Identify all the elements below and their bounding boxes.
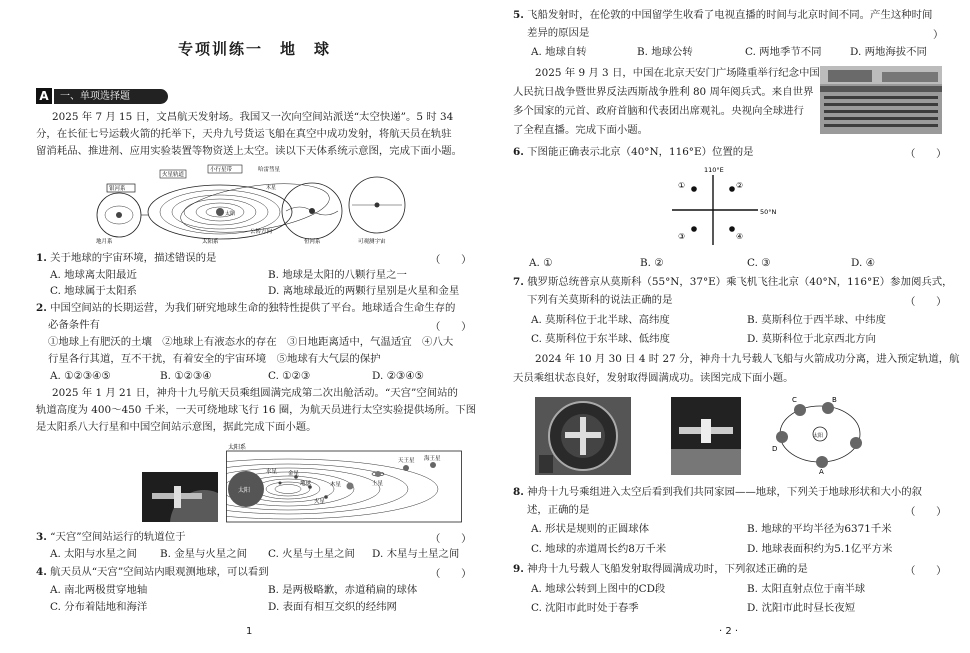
intro3-line3: 多个国家的元首、政府首脑和代表团出席观礼。央视向全球进行 — [513, 105, 804, 117]
q9-stem-text: 神舟十九号载人飞船发射取得圆满成功时，下列叙述正确的是 — [527, 563, 808, 575]
q3-option-b: B. 金星与火星之间 — [160, 548, 247, 560]
q1-option-b: B. 地球是太阳的八颗行星之一 — [268, 269, 407, 281]
q2-option-a: A. ①②③④⑤ — [50, 370, 111, 382]
q3-answer-paren: （ ） — [430, 533, 472, 545]
q4-stem — [36, 565, 269, 579]
q3-number: 3. — [36, 531, 47, 543]
section-title: 一、单项选择题 — [54, 89, 168, 104]
fig1-label: 恒河系 — [304, 239, 321, 245]
q4-number: 4. — [36, 566, 47, 578]
q8-answer-paren: （ ） — [905, 506, 947, 518]
fig2-label: 天王星 — [398, 458, 415, 464]
parade-photo — [820, 66, 942, 134]
q3-stem — [36, 530, 185, 544]
fig4-label: 太阳 — [813, 433, 824, 439]
q6-option-a: A. ① — [529, 257, 553, 269]
q9-answer-paren: （ ） — [905, 565, 947, 577]
q9-number: 9. — [513, 563, 524, 575]
q7-answer-paren: （ ） — [905, 296, 947, 308]
q3-option-c: C. 火星与土星之间 — [268, 548, 355, 560]
q1-stem — [36, 251, 216, 265]
fig1-label: 火星轨道 — [162, 172, 185, 178]
solar-system-figure — [226, 441, 462, 523]
q3-option-d: D. 木星与土星之间 — [372, 548, 460, 560]
q8-number: 8. — [513, 486, 524, 498]
fig1-label: 木星 — [266, 185, 277, 191]
q6-stem-text: 下图能正确表示北京（40°N，116°E）位置的是 — [527, 146, 754, 158]
q2-option-c: C. ①②③ — [268, 370, 311, 382]
intro3-line4: 了全程直播。完成下面小题。 — [513, 124, 649, 136]
mission-badge-photo — [535, 397, 631, 475]
q1-answer-paren: （ ） — [430, 254, 472, 266]
q7-number: 7. — [513, 276, 524, 288]
q1-option-d: D. 离地球最近的两颗行星别是火星和金星 — [268, 285, 460, 297]
intro2-line3: 是太阳系八大行星和中国空间站示意图，据此完成下面小题。 — [36, 421, 317, 433]
q4-stem-text: 航天员从“天宫”空间站内眼观测地球，可以看到 — [50, 566, 269, 578]
q2-stem-line2: 必备条件有 — [48, 319, 100, 331]
station-photo — [671, 397, 741, 475]
q6-fig-label: ② — [736, 181, 744, 190]
q9-option-d: D. 沈阳市此时昼长夜短 — [747, 602, 856, 614]
q2-answer-paren: （ ） — [430, 321, 472, 333]
fig4-label: A — [819, 468, 824, 475]
q1-option-c: C. 地球属于太阳系 — [50, 285, 137, 297]
fig1-label: 太阳 — [225, 211, 236, 217]
q6-fig-label: 50°N — [760, 208, 777, 216]
q2-stem-text: 中国空间站的长期运营，为我们研究地球生命的独特性提供了平台。地球适合生命生存的 — [50, 302, 456, 314]
fig4-label: B — [832, 396, 837, 404]
fig2-label: 水星 — [266, 469, 278, 475]
q5-number: 5. — [513, 9, 524, 21]
page-number-right: · 2 · — [719, 626, 739, 637]
section-letter: A — [36, 88, 52, 104]
intro1-line1: 2025 年 7 月 15 日，文昌航天发射场。我国又一次向空间站派送“太空快递”。5 时 34 — [52, 111, 454, 123]
q3-stem-text: “天宫”空间站运行的轨道位于 — [50, 531, 186, 543]
page-title: 专项训练一 地 球 — [178, 40, 332, 58]
q6-option-b: B. ② — [640, 257, 664, 269]
q6-fig-label: ① — [678, 181, 686, 190]
q6-number: 6. — [513, 146, 524, 158]
q7-option-d: D. 莫斯科位于北京西北方向 — [747, 333, 876, 345]
q4-answer-paren: （ ） — [430, 568, 472, 580]
q2-number: 2. — [36, 302, 47, 314]
q8-option-c: C. 地球的赤道周长约8万千米 — [531, 543, 667, 555]
q7-stem — [513, 275, 953, 289]
q9-stem — [513, 562, 808, 576]
q6-fig-label: 110°E — [704, 166, 724, 174]
fig2-label: 金星 — [288, 471, 300, 477]
fig2-label: 太阳 — [238, 487, 251, 494]
fig1-label: 小行星带 — [210, 167, 233, 173]
q6-stem — [513, 145, 754, 159]
q4-option-a: A. 南北两极贯穿地轴 — [50, 584, 148, 596]
fig4-label: C — [792, 396, 797, 404]
celestial-system-figure — [90, 163, 430, 245]
intro1-line3: 留消耗品、推进剂、应用实验装置等物资送上太空。读以下天体系统示意图，完成下面小题。 — [36, 145, 463, 157]
q9-option-c: C. 沈阳市此时处于春季 — [531, 602, 639, 614]
q1-stem-text: 关于地球的宇宙环境，描述错误的是 — [50, 252, 217, 264]
page-number-left: 1 — [246, 626, 253, 637]
fig1-label: 可观测宇宙 — [358, 239, 386, 245]
q7-option-a: A. 莫斯科位于北半球、高纬度 — [531, 314, 670, 326]
intro4-line2: 天员乘组状态良好，发射取得圆满成功。读图完成下面小题。 — [513, 372, 794, 384]
intro3-line2: 人民抗日战争暨世界反法西斯战争胜利 80 周年阅兵式。来自世界 — [513, 86, 814, 98]
q5-option-b: B. 地球公转 — [637, 46, 693, 58]
q5-option-a: A. 地球自转 — [531, 46, 587, 58]
q4-option-c: C. 分布着陆地和海洋 — [50, 601, 148, 613]
q9-option-a: A. 地球公转到上图中的CD段 — [531, 583, 666, 595]
q5-answer-paren: ） — [933, 29, 944, 41]
q7-stem-line2: 下列有关莫斯科的说法正确的是 — [527, 294, 673, 306]
q6-option-c: C. ③ — [747, 257, 771, 269]
q8-stem-line2: 述，正确的是 — [527, 504, 590, 516]
q2-option-d: D. ②③④⑤ — [372, 370, 424, 382]
q5-stem-line2: 差异的原因是 — [527, 27, 590, 39]
q9-option-b: B. 太阳直射点位于南半球 — [747, 583, 866, 595]
fig2-label: 海王星 — [424, 456, 441, 462]
fig2-label: 地球 — [300, 481, 312, 487]
q5-option-d: D. 两地海拔不同 — [850, 46, 927, 58]
intro3-line1: 2025 年 9 月 3 日，中国在北京天安门广场隆重举行纪念中国 — [535, 67, 820, 79]
q4-option-d: D. 表面有相互交织的经纬网 — [268, 601, 397, 613]
q1-number: 1. — [36, 252, 47, 264]
intro2-line2: 轨道高度为 400～450 千米，一天可绕地球飞行 16 圈，为航天员进行太空实验提供场所。下图 — [36, 404, 477, 416]
q5-stem-text: 飞船发射时，在伦敦的中国留学生收看了电视直播的时间与北京时间不同。产生这种时间 — [527, 9, 933, 21]
fig1-label: 哈雷彗星 — [258, 167, 281, 173]
q2-conditions-line1: ①地球上有肥沃的土壤 ②地球上有液态水的存在 ③日地距离适中，气温适宜 ④八大 — [48, 336, 454, 348]
lat-lon-grid-figure — [670, 163, 780, 247]
fig2-label: 火星 — [314, 499, 326, 505]
fig4-label: D — [772, 445, 778, 453]
space-station-photo — [142, 472, 218, 522]
q6-fig-label: ③ — [678, 232, 686, 241]
q6-answer-paren: （ ） — [905, 148, 947, 160]
q8-stem-text: 神舟十九号乘组进入太空后看到我们共同家园——地球，下列关于地球形状和大小的叙 — [527, 486, 923, 498]
intro1-line2: 分，在长征七号运载火箭的托举下，天舟九号货运飞船在真空中成功发射，将航天员在轨驻 — [36, 128, 452, 140]
fig1-label: 地月系 — [96, 239, 113, 245]
fig1-label: 太阳系 — [202, 239, 219, 245]
fig2-label: 太阳系 — [228, 444, 247, 451]
q6-option-d: D. ④ — [851, 257, 875, 269]
q2-stem — [36, 301, 455, 315]
fig1-label: 公转方向 — [250, 229, 273, 235]
q3-option-a: A. 太阳与水星之间 — [50, 548, 137, 560]
page-right — [485, 0, 970, 653]
q4-option-b: B. 是两极略歉，赤道稍扁的球体 — [268, 584, 418, 596]
earth-orbit-figure — [770, 393, 870, 475]
q1-option-a: A. 地球离太阳最近 — [50, 269, 137, 281]
q2-option-b: B. ①②③④ — [160, 370, 212, 382]
fig2-label: 土星 — [372, 481, 384, 487]
q8-stem — [513, 485, 922, 499]
intro2-line1: 2025 年 1 月 21 日，神舟十九号航天员乘组圆满完成第二次出舱活动。“天宫”空间站的 — [52, 387, 458, 399]
q5-stem — [513, 8, 932, 22]
intro4-line1: 2024 年 10 月 30 日 4 时 27 分，神舟十九号载人飞船与火箭成功分离，进入预定轨道，航 — [535, 353, 960, 365]
q2-conditions-line2: 行星各行其道，互不干扰，有着安全的宇宙环境 ⑤地球有大气层的保护 — [48, 353, 381, 365]
q6-fig-label: ④ — [736, 232, 744, 241]
q8-option-d: D. 地球表面积约为5.1亿平方米 — [747, 543, 893, 555]
q8-option-a: A. 形状是规则的正圆球体 — [531, 523, 650, 535]
fig1-label: 银河系 — [109, 186, 126, 192]
fig2-label: 木星 — [330, 482, 342, 488]
q8-option-b: B. 地球的平均半径为6371千米 — [747, 523, 892, 535]
q7-stem-text: 俄罗斯总统普京从莫斯科（55°N，37°E）乘飞机飞往北京（40°N，116°E）参加阅兵式， — [527, 276, 953, 288]
q7-option-c: C. 莫斯科位于东半球、低纬度 — [531, 333, 670, 345]
q7-option-b: B. 莫斯科位于西半球、中纬度 — [747, 314, 886, 326]
q5-option-c: C. 两地季节不同 — [745, 46, 822, 58]
